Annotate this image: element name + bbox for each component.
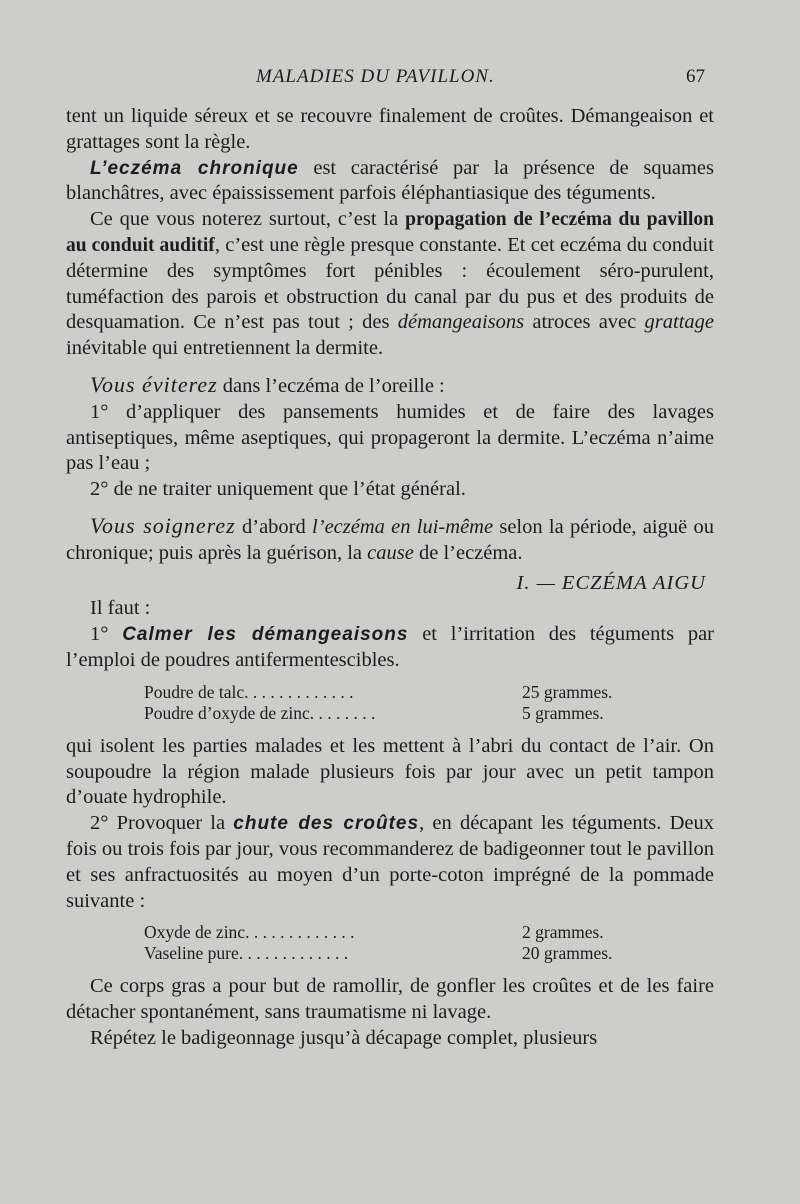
paragraph-il-faut: Il faut : [90, 597, 151, 620]
paragraph-text: , c’est une règle presque constante. Et cet eczéma du conduit détermine des symptômes fort pénibles : écoulement séro-purulent, tuméfaction des parois et obstruction du canal par du pus et des produits de desquamation. Ce n’est pas tout ; des [66, 233, 714, 334]
italic-demangeaisons: démangeaisons [397, 311, 525, 334]
paragraph-text: et l’irritation des téguments par l’emploi de poudres antifermentescibles. [66, 623, 715, 671]
paragraph-text: Ce que vous noterez surtout, c’est la [90, 208, 406, 231]
paragraph-chronic-eczema [66, 156, 714, 208]
ingredient-quantity: 5 grammes. [522, 702, 604, 723]
paragraph-isolent: qui isolent les parties malades et les mettent à l’abri du contact de l’air. On soupoudre la région malade plusieurs fois par jour avec un petit tampon d’ouate hydrophile. [66, 734, 714, 809]
paragraph-text: dans l’eczéma de l’oreille : [217, 374, 445, 397]
paragraph-1: tent un liquide séreux et se recouvre finalement de croûtes. Démangeaison et grattages sont la règle. [66, 105, 714, 153]
paragraph-text: de l’eczéma. [413, 541, 523, 564]
page-body [66, 104, 714, 1052]
italic-eczema-en-lui-meme: l’eczéma en lui-même [312, 515, 494, 538]
paragraph-propagation [66, 207, 714, 362]
paragraph-text: selon la période, aiguë ou chronique; puis après la guérison, la [66, 515, 715, 564]
prescription-row [144, 682, 644, 703]
section-heading: I. — ECZÉMA AIGU [516, 571, 706, 594]
prescription-ointment [144, 922, 644, 964]
ingredient-name: Oxyde de zinc. . . . . . . . . . . . . [144, 922, 355, 943]
paragraph-point-1: 1° d’appliquer des pansements humides et de faire des lavages antiseptiques, même aseptiques, qui propageront la dermite. L’eczéma n’aime pas l’eau ; [66, 400, 714, 475]
paragraph-text: d’abord [235, 515, 313, 538]
paragraph-repetez: Répétez le badigeonnage jusqu’à décapage complet, plusieurs [90, 1026, 598, 1049]
ingredient-quantity: 2 grammes. [522, 922, 604, 943]
paragraph-text: 2° Provoquer la [90, 812, 234, 835]
ingredient-quantity: 20 grammes. [522, 943, 613, 964]
lead-vous-eviterez: Vous éviterez [90, 371, 218, 397]
prescription-row [144, 943, 644, 964]
paragraph-chute-croutes [66, 811, 714, 914]
italic-cause: cause [367, 541, 414, 564]
paragraph-text: est caractérisé par la présence de squames blanchâtres, avec épaississement parfois éléphantiasique des téguments. [66, 156, 714, 205]
list-number: 1° [90, 623, 123, 646]
bold-propagation: propagation de l’eczéma du pavillon au conduit auditif [66, 209, 714, 256]
paragraph-calmer [66, 622, 714, 674]
paragraph-text: atroces avec [524, 311, 645, 334]
paragraph-text: inévitable qui entretiennent la dermite. [66, 337, 384, 360]
running-title: MALADIES DU PAVILLON. [256, 66, 495, 87]
italic-grattage: grattage [644, 311, 714, 334]
ingredient-name: Vaseline pure. . . . . . . . . . . . . [144, 943, 349, 964]
paragraph-vous-soignerez [66, 513, 714, 567]
paragraph-vous-eviterez [66, 372, 714, 400]
paragraph-point-2: 2° de ne traiter uniquement que l’état général. [90, 478, 466, 501]
term-calmer-demangeaisons: Calmer les démangeaisons [122, 624, 409, 646]
term-chute-croutes: chute des croûtes [233, 813, 420, 835]
paragraph-corps-gras: Ce corps gras a pour but de ramollir, de gonfler les croûtes et de les faire détacher spontanément, sans traumatisme ni lavage. [66, 975, 714, 1024]
paragraph-text: , en décapant les téguments. Deux fois ou trois fois par jour, vous recommanderez de badigeonner tout le pavillon et ses anfractuosités au moyen d’un porte-coton imprégné de la pommade suivante : [66, 812, 714, 912]
page-header [0, 64, 800, 94]
lead-vous-soignerez: Vous soignerez [90, 512, 236, 538]
term-chronic-eczema: L’eczéma chronique [90, 157, 299, 179]
prescription-row [144, 703, 644, 724]
ingredient-quantity: 25 grammes. [522, 681, 613, 702]
prescription-row [144, 922, 644, 943]
ingredient-name: Poudre d’oxyde de zinc. . . . . . . . [144, 702, 376, 723]
ingredient-name: Poudre de talc. . . . . . . . . . . . . [144, 681, 354, 702]
prescription-powder [144, 682, 644, 724]
page-number: 67 [686, 66, 705, 87]
